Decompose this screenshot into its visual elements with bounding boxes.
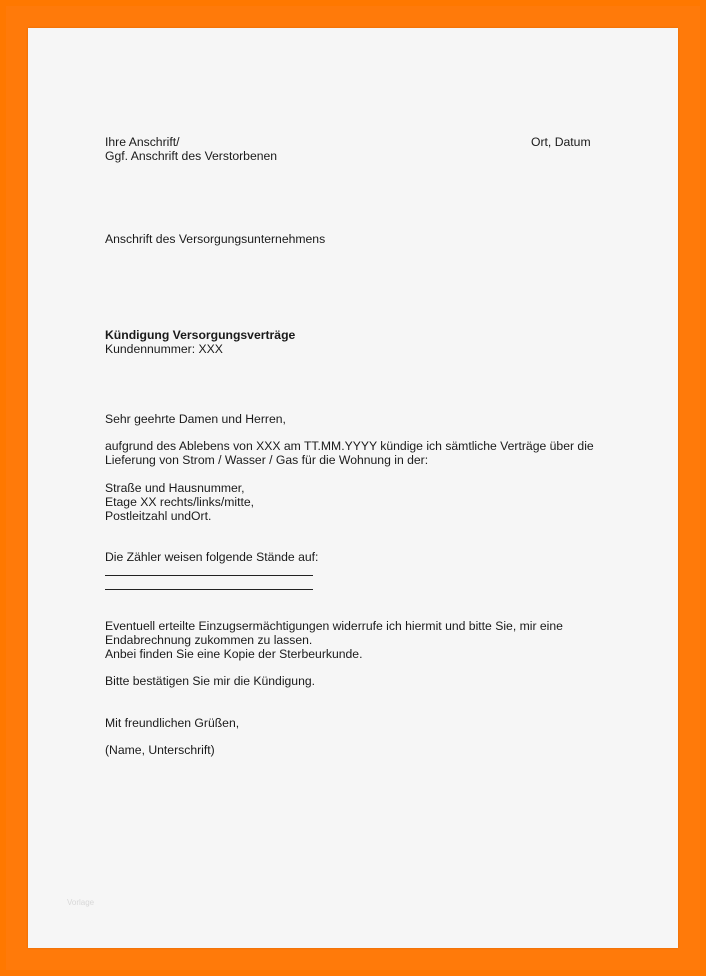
- customer-number: Kundennummer: XXX: [105, 342, 223, 356]
- address-line-1: Straße und Hausnummer,: [105, 481, 245, 495]
- place-date: Ort, Datum: [531, 135, 591, 149]
- subject-line: Kündigung Versorgungsverträge: [105, 328, 296, 342]
- meter-reading-line-1: [105, 575, 313, 576]
- watermark: Vorlage: [67, 898, 95, 907]
- body-paragraph-2-line-2: Endabrechnung zukommen zu lassen.: [105, 633, 313, 647]
- body-paragraph-1-line-2: Lieferung von Strom / Wasser / Gas für die Wohnung in der:: [105, 453, 429, 467]
- meter-reading-line-2: [105, 589, 313, 590]
- letter-page: [28, 28, 678, 948]
- salutation: Sehr geehrte Damen und Herren,: [105, 412, 286, 426]
- meter-intro: Die Zähler weisen folgende Stände auf:: [105, 550, 319, 564]
- body-paragraph-2-line-1: Eventuell erteilte Einzugsermächtigungen widerrufe ich hiermit und bitte Sie, mir eine: [105, 619, 563, 633]
- recipient-address: Anschrift des Versorgungsunternehmens: [105, 232, 326, 246]
- address-line-2: Etage XX rechts/links/mitte,: [105, 495, 255, 509]
- sender-line-2: Ggf. Anschrift des Verstorbenen: [105, 149, 278, 163]
- sender-line-1: Ihre Anschrift/: [105, 135, 180, 149]
- confirmation-request: Bitte bestätigen Sie mir die Kündigung.: [105, 674, 316, 688]
- body-paragraph-2-line-3: Anbei finden Sie eine Kopie der Sterbeurkunde.: [105, 647, 363, 661]
- address-line-3: Postleitzahl undOrt.: [105, 509, 212, 523]
- body-paragraph-1-line-1: aufgrund des Ablebens von XXX am TT.MM.YYYY kündige ich sämtliche Verträge über die: [105, 439, 594, 453]
- signature-placeholder: (Name, Unterschrift): [105, 743, 215, 757]
- closing-phrase: Mit freundlichen Grüßen,: [105, 716, 240, 730]
